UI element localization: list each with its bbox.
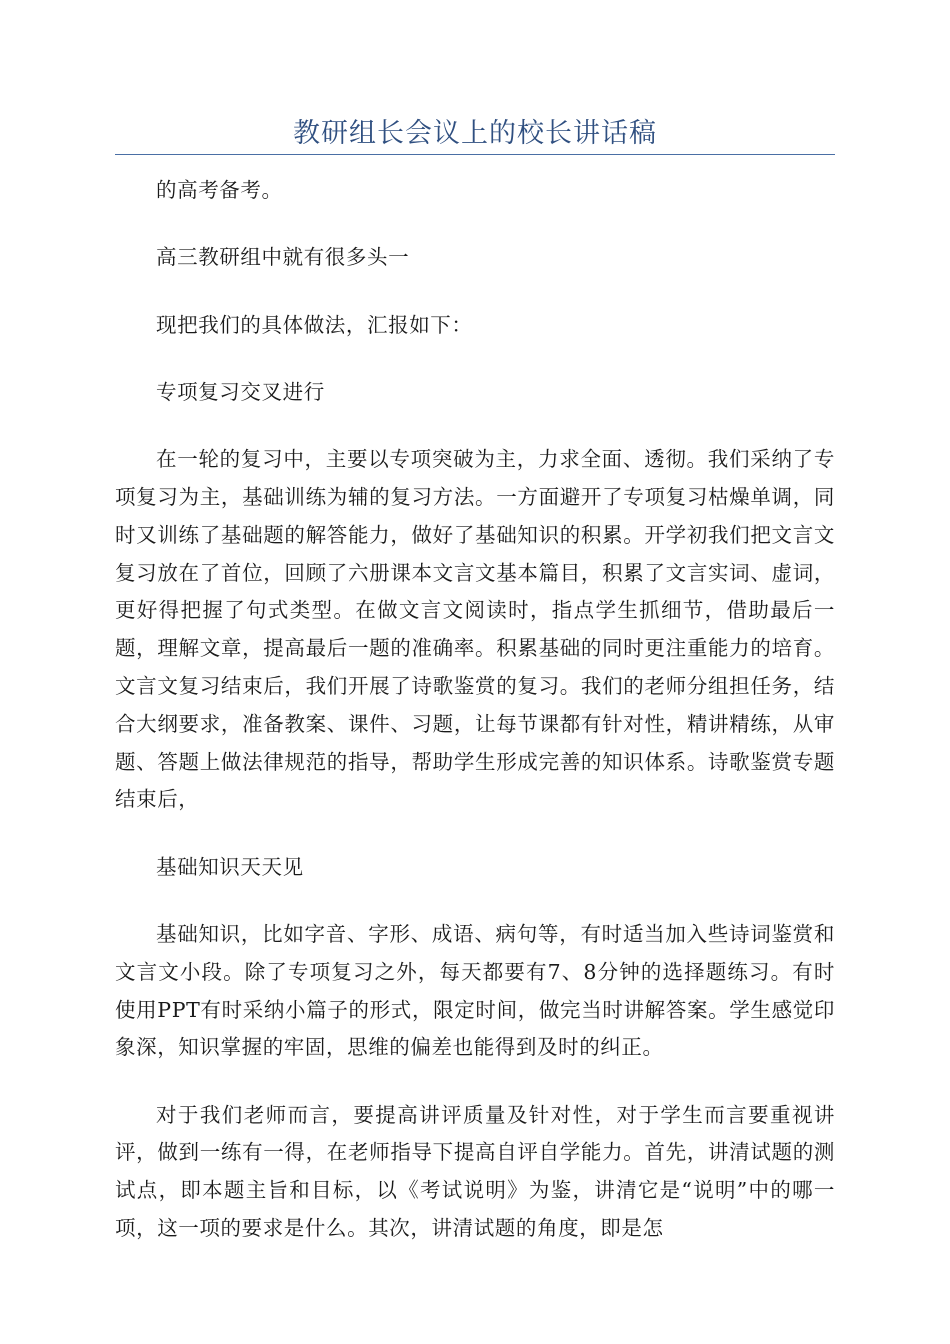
paragraph: 在一轮的复习中，主要以专项突破为主，力求全面、透彻。我们采纳了专项复习为主，基础训练为辅的复习方法。一方面避开了专项复习枯燥单调，同时又训练了基础题的解答能力，做好了基础知识的积累。开学初我们把文言文复习放在了首位，回顾了六册课本文言文基本篇目，积累了文言实词、虚词，更好得把握了句式类型。在做文言文阅读时，指点学生抓细节，借助最后一题，理解文章，提高最后一题的准确率。积累基础的同时更注重能力的培育。文言文复习结束后，我们开展了诗歌鉴赏的复习。我们的老师分组担任务，结合大纲要求，准备教案、课件、习题，让每节课都有针对性，精讲精练，从审题、答题上做法律规范的指导，帮助学生形成完善的知识体系。诗歌鉴赏专题结束后， xyxy=(115,447,835,812)
document-body xyxy=(115,172,835,1277)
paragraph: 高三教研组中就有很多头一 xyxy=(156,245,410,270)
section-heading: 专项复习交叉进行 xyxy=(156,379,325,404)
document-title: 教研组长会议上的校长讲话稿 xyxy=(293,118,657,149)
paragraph: 对于我们老师而言，要提高讲评质量及针对性，对于学生而言要重视讲评，做到一练有一得，在老师指导下提高自评自学能力。首先，讲清试题的测试点，即本题主旨和目标，以《考试说明》为鉴，讲清它是“说明”中的哪一项，这一项的要求是什么。其次，讲清试题的角度，即是怎 xyxy=(115,1102,835,1241)
paragraph: 现把我们的具体做法，汇报如下： xyxy=(156,312,473,337)
paragraph: 的高考备考。 xyxy=(156,178,283,202)
title-underline xyxy=(115,154,835,155)
paragraph: 基础知识，比如字音、字形、成语、病句等，有时适当加入些诗词鉴赏和文言文小段。除了专项复习之外，每天都要有7、8分钟的选择题练习。有时使用PPT有时采纳小篇子的形式，限定时间，做完当时讲解答案。学生感觉印象深，知识掌握的牢固，思维的偏差也能得到及时的纠正。 xyxy=(115,921,835,1060)
section-heading: 基础知识天天见 xyxy=(156,854,304,879)
